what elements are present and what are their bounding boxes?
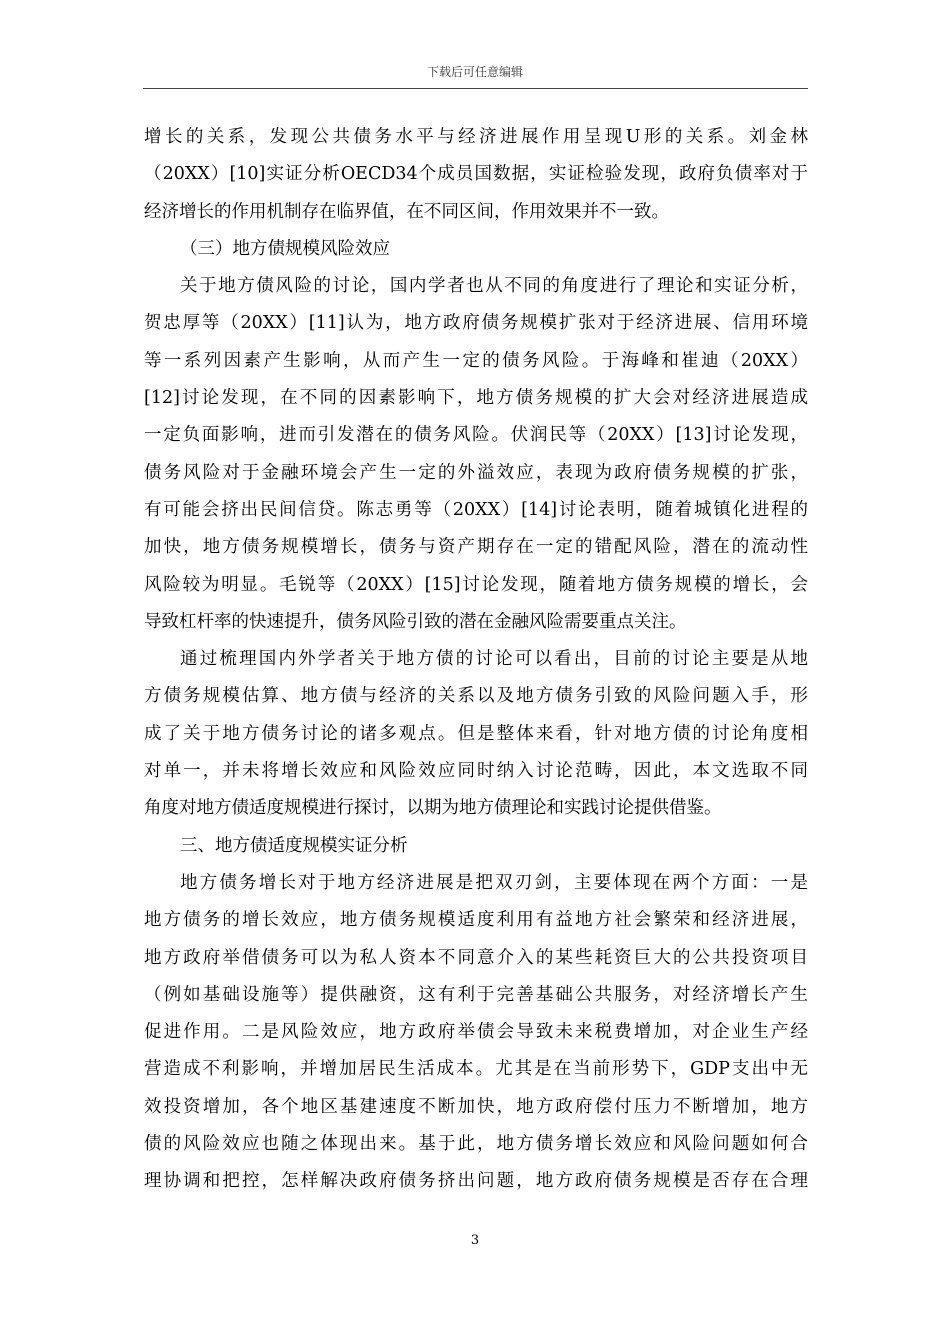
text-line: 导致杠杆率的快速提升，债务风险引致的潜在金融风险需要重点关注。 bbox=[144, 611, 687, 632]
text-line: 促进作用。二是风险效应，地方政府举债会导致未来税费增加，对企业生产经 bbox=[144, 1022, 808, 1043]
text-line: 方债务规模估算、地方债与经济的关系以及地方债务引致的风险问题入手，形 bbox=[144, 686, 808, 707]
text-line: 加快，地方债务规模增长，债务与资产期存在一定的错配风险，潜在的流动性 bbox=[144, 537, 808, 558]
text-line: 理协调和把控，怎样解决政府债务挤出问题，地方政府债务规模是否存在合理 bbox=[144, 1171, 808, 1192]
text-line: 营造成不利影响，并增加居民生活成本。尤其是在当前形势下，GDP支出中无 bbox=[144, 1059, 808, 1080]
text-line: 债的风险效应也随之体现出来。基于此，地方债务增长效应和风险问题如何合 bbox=[144, 1134, 808, 1155]
text-line: 通过梳理国内外学者关于地方债的讨论可以看出，目前的讨论主要是从地 bbox=[180, 649, 808, 670]
page-number: 3 bbox=[470, 1233, 480, 1248]
text-line: （例如基础设施等）提供融资，这有利于完善基础公共服务，对经济增长产生 bbox=[144, 984, 808, 1005]
text-line: 对单一，并未将增长效应和风险效应同时纳入讨论范畴，因此，本文选取不同 bbox=[144, 761, 808, 782]
section-heading: 三、地方债适度规模实证分析 bbox=[180, 835, 408, 856]
text-line: 一定负面影响，进而引发潜在的债务风险。伏润民等（20XX）[13]讨论发现， bbox=[144, 425, 808, 446]
text-line: 有可能会挤出民间信贷。陈志勇等（20XX）[14]讨论表明，随着城镇化进程的 bbox=[144, 499, 808, 520]
text-line: 风险较为明显。毛锐等（20XX）[15]讨论发现，随着地方债务规模的增长，会 bbox=[144, 574, 808, 595]
header-divider bbox=[143, 88, 808, 89]
text-line: 关于地方债风险的讨论，国内学者也从不同的角度进行了理论和实证分析， bbox=[180, 276, 808, 297]
text-line: 成了关于地方债务讨论的诸多观点。但是整体来看，针对地方债的讨论角度相 bbox=[144, 723, 808, 744]
page-header: 下载后可任意编辑 bbox=[426, 65, 523, 79]
text-line: 等一系列因素产生影响，从而产生一定的债务风险。于海峰和崔迪（20XX） bbox=[144, 350, 808, 371]
text-line: 地方政府举借债务可以为私人资本不同意介入的某些耗资巨大的公共投资项目 bbox=[144, 947, 808, 968]
text-line: 效投资增加，各个地区基建速度不断加快，地方政府偿付压力不断增加，地方 bbox=[144, 1096, 808, 1117]
text-line: 地方债务的增长效应，地方债务规模适度利用有益地方社会繁荣和经济进展， bbox=[144, 910, 808, 931]
section-heading: （三）地方债规模风险效应 bbox=[180, 238, 390, 259]
text-line: 地方债务增长对于地方经济进展是把双刃剑，主要体现在两个方面：一是 bbox=[180, 872, 808, 893]
text-line: 角度对地方债适度规模进行探讨，以期为地方债理论和实践讨论提供借鉴。 bbox=[144, 798, 722, 819]
text-line: 增长的关系，发现公共债务水平与经济进展作用呈现U形的关系。刘金林 bbox=[144, 127, 808, 147]
text-line: （20XX）[10]实证分析OECD34个成员国数据，实证检验发现，政府负债率对于 bbox=[144, 164, 808, 185]
text-line: 经济增长的作用机制存在临界值，在不同区间，作用效果并不一致。 bbox=[144, 201, 669, 222]
body-text bbox=[144, 119, 808, 1201]
text-line: 债务风险对于金融环境会产生一定的外溢效应，表现为政府债务规模的扩张， bbox=[144, 462, 808, 483]
text-line: 贺忠厚等（20XX）[11]认为，地方政府债务规模扩张对于经济进展、信用环境 bbox=[144, 313, 808, 334]
text-line: [12]讨论发现，在不同的因素影响下，地方债务规模的扩大会对经济进展造成 bbox=[144, 388, 808, 409]
